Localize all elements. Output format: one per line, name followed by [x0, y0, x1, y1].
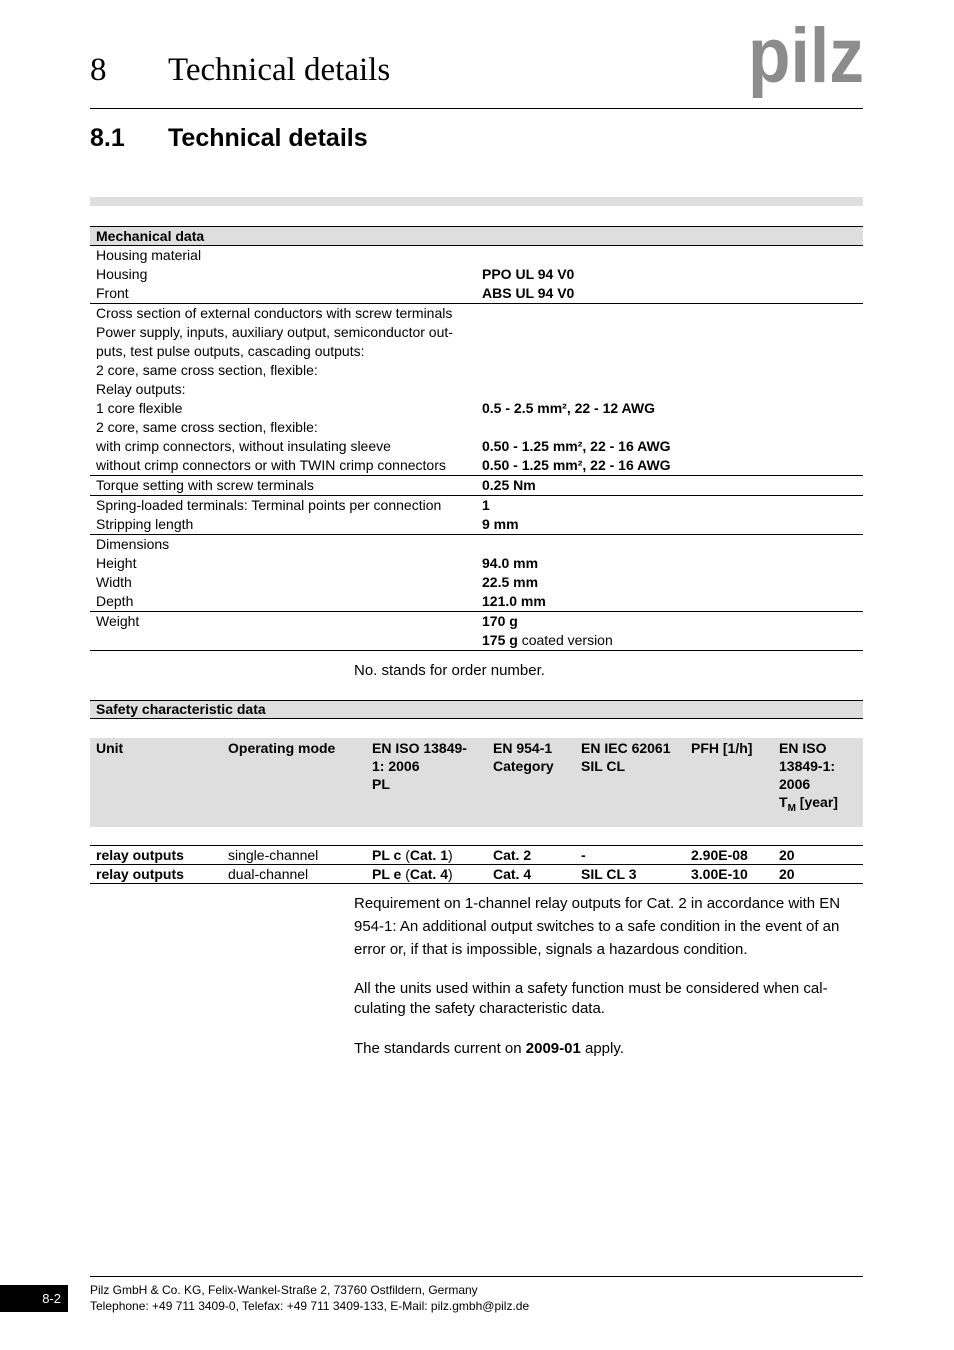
mechanical-row — [90, 535, 863, 555]
mechanical-label: 1 core flexible — [96, 400, 183, 416]
col-en-954-category: EN 954-1 Category — [487, 738, 575, 827]
mechanical-value — [476, 380, 863, 399]
safety-data-header: Safety characteristic data — [90, 700, 863, 719]
mechanical-label: Weight — [90, 612, 476, 632]
cell-pl: PL e (Cat. 4) — [366, 864, 487, 883]
mechanical-value: 22.5 mm — [482, 574, 539, 590]
mechanical-row-weight-coated — [90, 631, 863, 651]
mechanical-row — [90, 246, 863, 266]
mechanical-label: Relay outputs: — [96, 381, 186, 397]
mechanical-value: ABS UL 94 V0 — [482, 285, 575, 301]
cell-mode: dual-channel — [222, 864, 366, 883]
footer-address: Pilz GmbH & Co. KG, Felix-Wankel-Straße 2, 73760 Ostfildern, Germany — [90, 1283, 478, 1297]
col-pfh: PFH [1/h] — [685, 738, 773, 827]
mechanical-row — [90, 399, 863, 418]
mechanical-label: Dimensions — [90, 535, 476, 555]
mechanical-value — [476, 418, 863, 437]
mechanical-value: 121.0 mm — [482, 593, 546, 609]
chapter-number: 8 — [90, 52, 107, 88]
safety-column-header-row — [90, 738, 863, 827]
mechanical-value — [476, 246, 863, 266]
mechanical-label: Housing material — [96, 247, 202, 263]
footer-contact: Telephone: +49 711 3409-0, Telefax: +49 711 3409-133, E-Mail: pilz.gmbh@pilz.de — [90, 1299, 530, 1313]
chapter-title: Technical details — [168, 52, 391, 88]
mechanical-value: 1 — [476, 496, 863, 516]
mechanical-label: Power supply, inputs, auxiliary output, semiconductor out- — [96, 324, 453, 340]
cell-sil: - — [575, 845, 685, 864]
section-divider-bar — [90, 197, 863, 206]
safety-row-single-channel — [90, 845, 863, 864]
mechanical-label: Depth — [96, 593, 134, 609]
mechanical-label: Cross section of external conductors with screw terminals — [90, 304, 476, 324]
mechanical-label: without crimp connectors or with TWIN crimp connectors — [96, 457, 446, 473]
mechanical-value — [476, 361, 863, 380]
mechanical-label: 2 core, same cross section, flexible: — [96, 362, 318, 378]
cell-pfh: 3.00E-10 — [685, 864, 773, 883]
mechanical-value — [476, 304, 863, 324]
mechanical-value: 0.25 Nm — [476, 476, 863, 496]
mechanical-value: 0.5 - 2.5 mm², 22 - 12 AWG — [482, 400, 655, 416]
cell-sil: SIL CL 3 — [575, 864, 685, 883]
mechanical-row — [90, 418, 863, 437]
pilz-logo — [748, 26, 866, 98]
mechanical-row — [90, 554, 863, 573]
mechanical-data-table — [90, 226, 863, 651]
cell-unit: relay outputs — [90, 864, 222, 883]
section-title: Technical details — [168, 124, 368, 152]
mechanical-row — [90, 361, 863, 380]
mechanical-label: Width — [96, 574, 132, 590]
mechanical-row — [90, 476, 863, 496]
mechanical-label: Height — [96, 555, 137, 571]
mechanical-label: Housing — [96, 266, 148, 282]
mechanical-label: with crimp connectors, without insulating sleeve — [96, 438, 391, 454]
mechanical-label: Torque setting with screw terminals — [90, 476, 476, 496]
safety-row-dual-channel — [90, 864, 863, 883]
mechanical-label — [90, 631, 476, 651]
header-rule — [90, 108, 863, 109]
mechanical-row — [90, 342, 863, 361]
mechanical-row — [90, 456, 863, 476]
paragraph-safety-function: All the units used within a safety function must be considered when cal-culating the safety characteristic data. — [354, 980, 828, 1017]
col-operating-mode: Operating mode — [222, 738, 366, 827]
mechanical-row — [90, 437, 863, 456]
col-tm-year: EN ISO 13849-1: 2006 $T_M$ [year] — [773, 738, 863, 827]
paragraph-standards-date: The standards current on 2009-01 apply. — [354, 1040, 624, 1057]
mechanical-value: 170 g — [476, 612, 863, 632]
safety-spacer-row — [90, 827, 863, 846]
mechanical-label: Spring-loaded terminals: Terminal points per connection — [90, 496, 476, 516]
cell-tm: 20 — [773, 864, 863, 883]
safety-data-table — [90, 738, 863, 884]
cell-mode: single-channel — [222, 845, 366, 864]
cell-category: Cat. 2 — [487, 845, 575, 864]
order-number-note: No. stands for order number. — [354, 662, 545, 679]
mechanical-row — [90, 496, 863, 516]
logo-text: pilz — [748, 26, 864, 98]
mechanical-row — [90, 612, 863, 632]
mechanical-row — [90, 284, 863, 304]
mechanical-row — [90, 265, 863, 284]
mechanical-row — [90, 592, 863, 612]
mechanical-row — [90, 380, 863, 399]
mechanical-value — [476, 535, 863, 555]
mechanical-value: 0.50 - 1.25 mm², 22 - 16 AWG — [482, 438, 671, 454]
cell-category: Cat. 4 — [487, 864, 575, 883]
page-number: 8-2 — [0, 1285, 68, 1312]
mechanical-label: puts, test pulse outputs, cascading outputs: — [96, 343, 365, 359]
mechanical-value: PPO UL 94 V0 — [482, 266, 575, 282]
col-en-iso-13849-pl: EN ISO 13849- 1: 2006 PL — [366, 738, 487, 827]
footer-rule — [90, 1276, 863, 1277]
section-number: 8.1 — [90, 124, 125, 152]
mechanical-label: 2 core, same cross section, flexible: — [96, 419, 318, 435]
mechanical-row — [90, 304, 863, 324]
mechanical-row — [90, 573, 863, 592]
mechanical-value: 94.0 mm — [482, 555, 539, 571]
mechanical-row — [90, 515, 863, 535]
cell-tm: 20 — [773, 845, 863, 864]
mechanical-value-coated: 175 g coated version — [476, 631, 863, 651]
col-unit: Unit — [90, 738, 222, 827]
mechanical-data-header: Mechanical data — [90, 227, 863, 246]
cell-pl: PL c (Cat. 1) — [366, 845, 487, 864]
mechanical-row — [90, 323, 863, 342]
mechanical-value — [476, 342, 863, 361]
cell-pfh: 2.90E-08 — [685, 845, 773, 864]
cell-unit: relay outputs — [90, 845, 222, 864]
mechanical-label: Front — [96, 285, 129, 301]
mechanical-value: 9 mm — [482, 516, 519, 532]
mechanical-value — [476, 323, 863, 342]
col-en-iec-62061-sil: EN IEC 62061 SIL CL — [575, 738, 685, 827]
mechanical-label: Stripping length — [96, 516, 194, 532]
mechanical-value: 0.50 - 1.25 mm², 22 - 16 AWG — [482, 457, 671, 473]
paragraph-cat2-requirement: Requirement on 1-channel relay outputs for Cat. 2 in accordance with EN 954-1: An additional output switches to a safe condition in the event of an error or, if that is impossible, signals a hazardous condition. — [354, 895, 841, 958]
mechanical-data-header-row — [90, 227, 863, 246]
